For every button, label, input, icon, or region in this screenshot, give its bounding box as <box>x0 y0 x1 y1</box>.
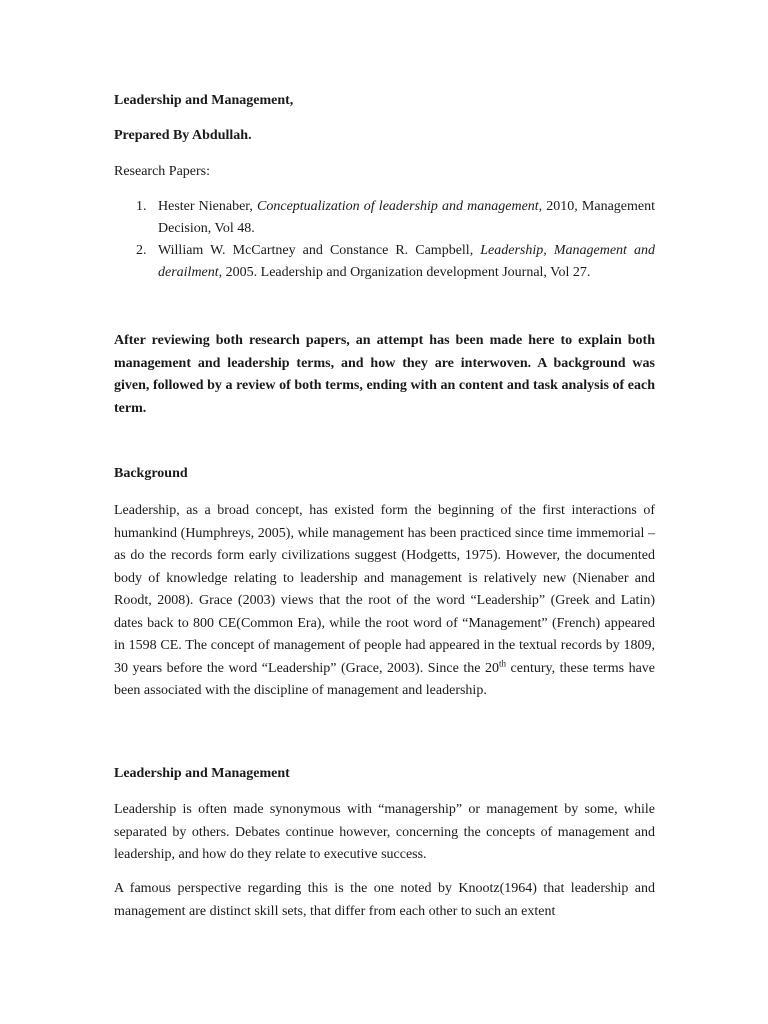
reference-item <box>114 196 655 240</box>
reference-item <box>114 240 655 284</box>
reference-number: 1. <box>136 199 147 214</box>
reference-title: Leadership, Management and derailment <box>158 243 655 280</box>
leadership-paragraph-2: A famous perspective regarding this is the one noted by Knootz(1964) that leadership and management are distinct skill sets, that differ from each other to such an extent <box>114 881 655 919</box>
reference-author: William W. McCartney and Constance R. Campbell, <box>158 243 481 258</box>
abstract-paragraph: After reviewing both research papers, an attempt has been made here to explain both management and leadership terms, and how they are interwoven. A background was given, followed by a review of both terms, ending with an content and task analysis of each term. <box>114 333 655 416</box>
reference-number: 2. <box>136 243 147 258</box>
reference-author: Hester Nienaber, <box>158 199 258 214</box>
superscript-th: th <box>499 657 507 668</box>
reference-details: , 2005. Leadership and Organization development Journal, Vol 27. <box>218 265 591 280</box>
leadership-paragraph-1: Leadership is often made synonymous with “managership” or management by some, while separated by others. Debates continue however, concerning the concepts of management and leadership, and how do they relate to executive success. <box>114 802 655 862</box>
background-text-end: century, these terms have been associated with the discipline of management and leadership. <box>114 660 656 698</box>
research-papers-label: Research Papers: <box>114 164 211 179</box>
author-line: Prepared By Abdullah. <box>114 128 252 143</box>
reference-details: , 2010, Management Decision, Vol 48. <box>158 199 655 236</box>
background-text: Leadership, as a broad concept, has existed form the beginning of the first interactions of humankind (Humphreys, 2005), while management has been practiced since time immemorial – as do the records form early civilizations suggest (Hodgetts, 1975). However, the documented body of knowledge relating to leadership and management is relatively new (Nienaber and Roodt, 2008). Grace (2003) views that the root of the word “Leadership” (Greek and Latin) dates back to 800 CE(Common Era), while the root word of “Management” (French) appeared in 1598 CE. The concept of management of people had appeared in the textual records by 1809, 30 years before the word “Leadership” (Grace, 2003). Since the 20 <box>114 503 655 676</box>
document-title: Leadership and Management, <box>114 93 294 108</box>
section-heading-leadership-management: Leadership and Management <box>114 766 290 781</box>
section-heading-background: Background <box>114 466 188 481</box>
background-paragraph <box>114 500 655 703</box>
reference-title: Conceptualization of leadership and management <box>257 199 539 214</box>
